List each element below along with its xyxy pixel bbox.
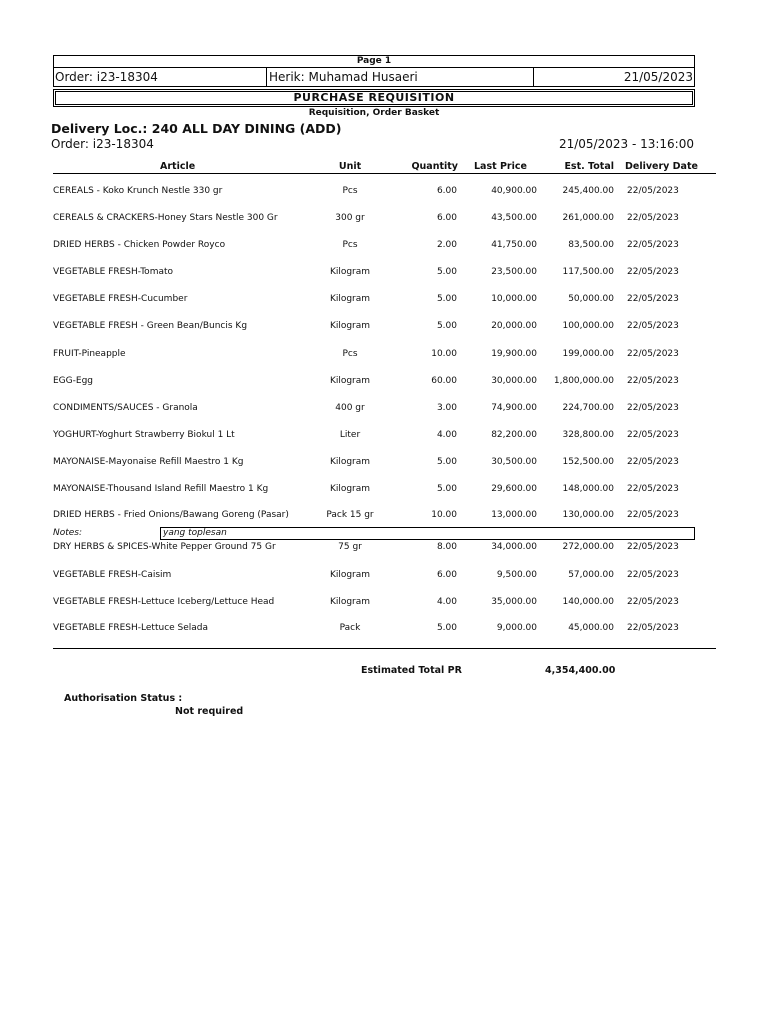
document-subtitle: Requisition, Order Basket [308,108,440,118]
row-est-total: 261,000.00 [562,213,614,223]
row-quantity: 5.00 [436,457,457,467]
row-unit: Kilogram [329,294,371,304]
authorisation-value: Not required [175,706,244,717]
row-est-total: 83,500.00 [568,240,614,250]
row-delivery-date: 22/05/2023 [627,623,679,633]
header-divider [53,173,716,174]
row-article: CONDIMENTS/SAUCES - Granola [53,403,198,413]
row-last-price: 82,200.00 [491,430,537,440]
row-article: MAYONAISE-Mayonaise Refill Maestro 1 Kg [53,457,244,467]
page-number: Page 1 [53,55,695,68]
row-last-price: 35,000.00 [491,597,537,607]
delivery-location: Delivery Loc.: 240 ALL DAY DINING (ADD) [51,121,342,136]
row-article: VEGETABLE FRESH-Tomato [53,267,174,277]
row-article: VEGETABLE FRESH - Green Bean/Buncis Kg [53,321,248,331]
col-unit: Unit [338,161,362,172]
row-est-total: 130,000.00 [562,510,614,520]
row-last-price: 74,900.00 [491,403,537,413]
row-delivery-date: 22/05/2023 [627,213,679,223]
row-unit: Kilogram [329,376,371,386]
row-last-price: 30,500.00 [491,457,537,467]
row-last-price: 20,000.00 [491,321,537,331]
row-est-total: 57,000.00 [568,570,614,580]
row-last-price: 19,900.00 [491,349,537,359]
row-quantity: 5.00 [436,267,457,277]
row-last-price: 9,000.00 [496,623,537,633]
notes-field: yang toplesan [160,527,695,540]
row-delivery-date: 22/05/2023 [627,403,679,413]
row-last-price: 29,600.00 [491,484,537,494]
col-last-price: Last Price [474,161,527,172]
row-est-total: 100,000.00 [562,321,614,331]
authorisation-label: Authorisation Status : [64,693,183,704]
row-article: MAYONAISE-Thousand Island Refill Maestro 1 Kg [53,484,269,494]
row-last-price: 40,900.00 [491,186,537,196]
row-est-total: 117,500.00 [562,267,614,277]
row-delivery-date: 22/05/2023 [627,457,679,467]
row-quantity: 3.00 [436,403,457,413]
col-delivery-date: Delivery Date [625,161,698,172]
row-last-price: 34,000.00 [491,542,537,552]
row-est-total: 1,800,000.00 [553,376,614,386]
row-quantity: 10.00 [431,510,457,520]
row-delivery-date: 22/05/2023 [627,570,679,580]
order-number: Order: i23-18304 [51,137,154,151]
header-user: Herik: Muhamad Husaeri [267,68,534,87]
col-article: Article [160,161,196,172]
estimated-total-value: 4,354,400.00 [545,665,616,676]
row-unit: 300 gr [335,213,365,223]
row-article: VEGETABLE FRESH-Cucumber [53,294,188,304]
row-delivery-date: 22/05/2023 [627,349,679,359]
row-est-total: 245,400.00 [562,186,614,196]
table-bottom-divider [53,648,716,649]
row-unit: 400 gr [335,403,365,413]
header-date: 21/05/2023 [623,70,693,84]
row-quantity: 5.00 [436,623,457,633]
row-unit: Pack [339,623,361,633]
row-est-total: 272,000.00 [562,542,614,552]
row-delivery-date: 22/05/2023 [627,294,679,304]
row-article: VEGETABLE FRESH-Lettuce Selada [53,623,209,633]
document-title: PURCHASE REQUISITION [55,91,693,105]
row-quantity: 10.00 [431,349,457,359]
col-quantity: Quantity [411,161,458,172]
row-unit: Kilogram [329,457,371,467]
row-delivery-date: 22/05/2023 [627,510,679,520]
row-quantity: 5.00 [436,484,457,494]
row-delivery-date: 22/05/2023 [627,430,679,440]
col-est-total: Est. Total [564,161,614,172]
row-article: VEGETABLE FRESH-Caisim [53,570,172,580]
header-order: Order: i23-18304 [53,68,267,87]
row-delivery-date: 22/05/2023 [627,597,679,607]
row-quantity: 4.00 [436,430,457,440]
row-article: DRY HERBS & SPICES-White Pepper Ground 75 Gr [53,542,276,552]
row-last-price: 23,500.00 [491,267,537,277]
row-est-total: 148,000.00 [562,484,614,494]
row-unit: 75 gr [338,542,362,552]
row-unit: Pack 15 gr [326,510,374,520]
notes-label: Notes: [53,528,83,538]
row-est-total: 199,000.00 [562,349,614,359]
row-unit: Kilogram [329,321,371,331]
row-delivery-date: 22/05/2023 [627,484,679,494]
row-last-price: 43,500.00 [491,213,537,223]
row-est-total: 224,700.00 [562,403,614,413]
row-est-total: 50,000.00 [568,294,614,304]
order-datetime: 21/05/2023 - 13:16:00 [558,137,694,151]
row-est-total: 152,500.00 [562,457,614,467]
row-unit: Liter [339,430,361,440]
row-unit: Pcs [342,349,358,359]
row-last-price: 10,000.00 [491,294,537,304]
row-quantity: 6.00 [436,186,457,196]
estimated-total-label: Estimated Total PR [361,665,462,676]
row-article: FRUIT-Pineapple [53,349,126,359]
row-article: DRIED HERBS - Fried Onions/Bawang Goreng (Pasar) [53,510,289,520]
row-quantity: 4.00 [436,597,457,607]
row-quantity: 60.00 [431,376,457,386]
row-article: YOGHURT-Yoghurt Strawberry Biokul 1 Lt [53,430,235,440]
row-delivery-date: 22/05/2023 [627,186,679,196]
row-delivery-date: 22/05/2023 [627,267,679,277]
row-quantity: 8.00 [436,542,457,552]
row-est-total: 328,800.00 [562,430,614,440]
row-last-price: 30,000.00 [491,376,537,386]
row-est-total: 45,000.00 [568,623,614,633]
row-article: VEGETABLE FRESH-Lettuce Iceberg/Lettuce Head [53,597,275,607]
row-last-price: 41,750.00 [491,240,537,250]
row-quantity: 5.00 [436,321,457,331]
row-unit: Pcs [342,186,358,196]
row-delivery-date: 22/05/2023 [627,321,679,331]
row-unit: Kilogram [329,570,371,580]
row-quantity: 6.00 [436,213,457,223]
row-article: EGG-Egg [53,376,93,386]
row-delivery-date: 22/05/2023 [627,542,679,552]
row-article: CEREALS & CRACKERS-Honey Stars Nestle 300 Gr [53,213,278,223]
row-quantity: 5.00 [436,294,457,304]
row-est-total: 140,000.00 [562,597,614,607]
row-unit: Kilogram [329,484,371,494]
row-quantity: 2.00 [436,240,457,250]
row-article: CEREALS - Koko Krunch Nestle 330 gr [53,186,223,196]
title-box [53,89,695,107]
row-quantity: 6.00 [436,570,457,580]
row-unit: Pcs [342,240,358,250]
row-delivery-date: 22/05/2023 [627,240,679,250]
row-delivery-date: 22/05/2023 [627,376,679,386]
header-meta-row [53,68,695,87]
row-last-price: 9,500.00 [496,570,537,580]
row-unit: Kilogram [329,267,371,277]
row-unit: Kilogram [329,597,371,607]
row-article: DRIED HERBS - Chicken Powder Royco [53,240,226,250]
row-last-price: 13,000.00 [491,510,537,520]
